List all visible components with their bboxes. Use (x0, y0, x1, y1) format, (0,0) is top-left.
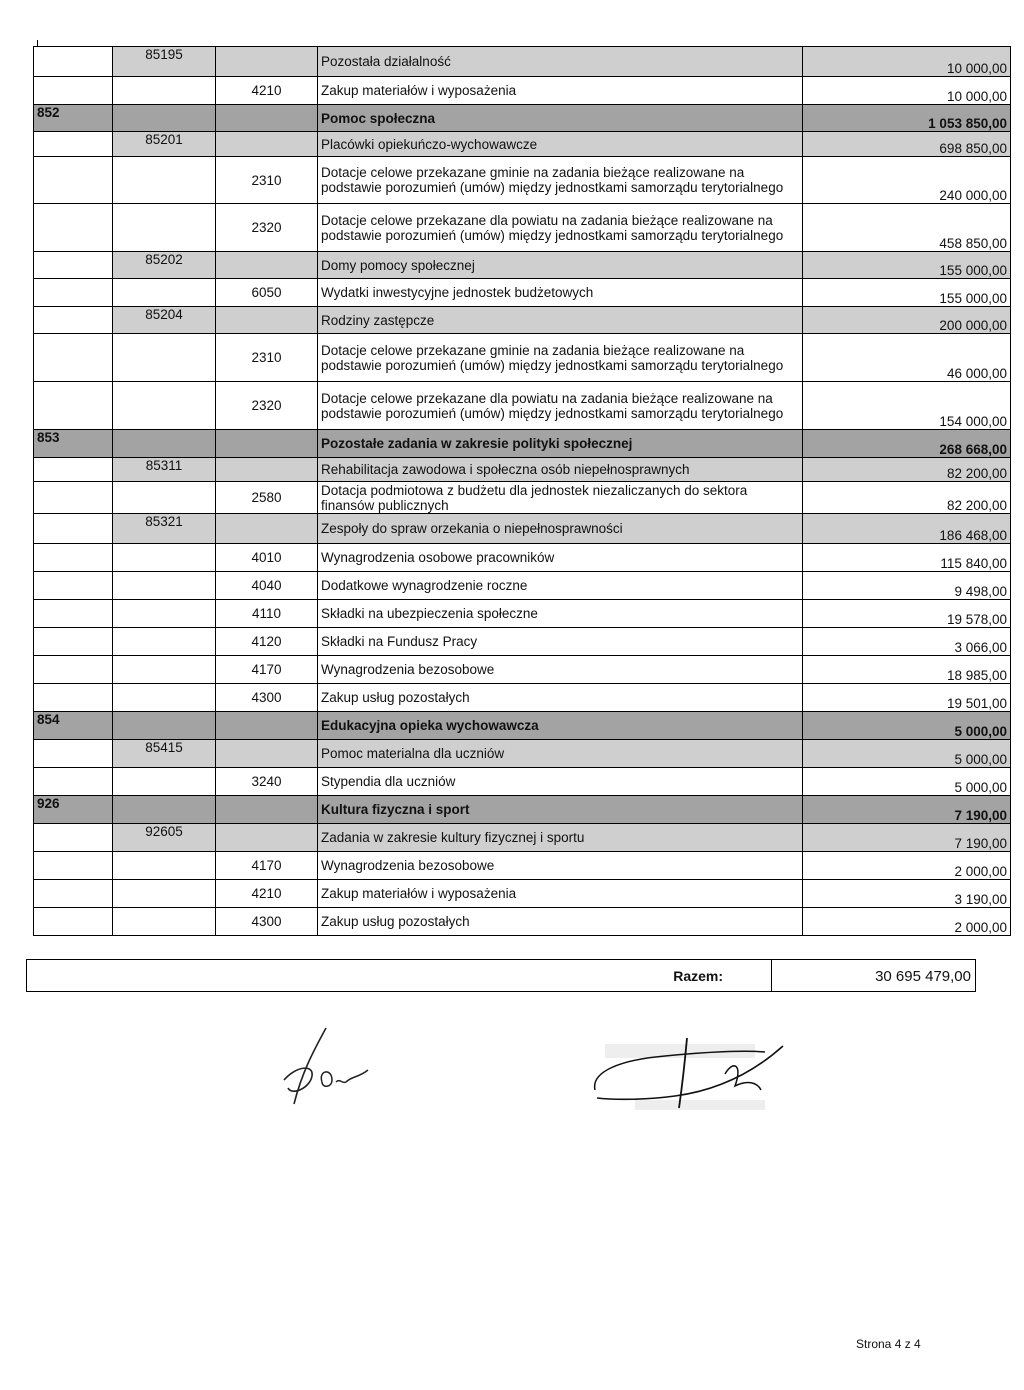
dzial-cell (34, 252, 113, 279)
name-cell: Stypendia dla uczniów (318, 768, 803, 796)
par-row (34, 157, 1011, 204)
dzial-cell (34, 740, 113, 768)
rozdzial-row (34, 458, 1011, 482)
par-row (34, 908, 1011, 936)
name-cell: Składki na ubezpieczenia społeczne (318, 600, 803, 628)
rozdzial-cell: 85202 (113, 252, 216, 279)
amount-cell: 186 468,00 (803, 514, 1011, 544)
par-row (34, 852, 1011, 880)
paragraf-cell (216, 252, 318, 279)
par-row (34, 77, 1011, 105)
dzial-cell (34, 572, 113, 600)
amount-cell: 2 000,00 (803, 852, 1011, 880)
dzial-cell (34, 132, 113, 157)
rozdzial-cell (113, 880, 216, 908)
par-row (34, 279, 1011, 307)
budget-table-body (34, 47, 1011, 936)
paragraf-cell: 4210 (216, 77, 318, 105)
rozdzial-cell: 85195 (113, 47, 216, 77)
dzial-row (34, 105, 1011, 132)
amount-cell: 5 000,00 (803, 740, 1011, 768)
amount-cell: 458 850,00 (803, 204, 1011, 252)
name-cell: Wydatki inwestycyjne jednostek budżetowych (318, 279, 803, 307)
amount-cell: 46 000,00 (803, 334, 1011, 382)
amount-cell: 200 000,00 (803, 307, 1011, 334)
paragraf-cell (216, 132, 318, 157)
name-cell: Kultura fizyczna i sport (318, 796, 803, 824)
dzial-cell (34, 157, 113, 204)
dzial-cell (34, 852, 113, 880)
name-cell: Rodziny zastępcze (318, 307, 803, 334)
par-row (34, 382, 1011, 430)
dzial-cell: 854 (34, 712, 113, 740)
rozdzial-cell (113, 852, 216, 880)
name-cell: Składki na Fundusz Pracy (318, 628, 803, 656)
paragraf-cell: 2320 (216, 382, 318, 430)
name-cell: Dotacje celowe przekazane dla powiatu na zadania bieżące realizowane na podstawie porozumień (umów) między jednostkami samorządu terytorialnego (318, 204, 803, 252)
name-cell: Zakup usług pozostałych (318, 684, 803, 712)
name-cell: Dodatkowe wynagrodzenie roczne (318, 572, 803, 600)
name-cell: Zakup materiałów i wyposażenia (318, 880, 803, 908)
amount-cell: 115 840,00 (803, 544, 1011, 572)
par-row (34, 656, 1011, 684)
paragraf-cell: 2580 (216, 482, 318, 514)
amount-cell: 698 850,00 (803, 132, 1011, 157)
rozdzial-row (34, 252, 1011, 279)
rozdzial-row (34, 740, 1011, 768)
dzial-cell (34, 334, 113, 382)
amount-cell: 155 000,00 (803, 252, 1011, 279)
summary-value: 30 695 479,00 (875, 968, 971, 985)
dzial-cell (34, 458, 113, 482)
rozdzial-cell: 85321 (113, 514, 216, 544)
amount-cell: 10 000,00 (803, 77, 1011, 105)
dzial-cell (34, 279, 113, 307)
rozdzial-cell (113, 768, 216, 796)
rozdzial-row (34, 824, 1011, 852)
rozdzial-row (34, 307, 1011, 334)
amount-cell: 5 000,00 (803, 768, 1011, 796)
paragraf-cell: 2310 (216, 334, 318, 382)
rozdzial-cell (113, 628, 216, 656)
name-cell: Edukacyjna opieka wychowawcza (318, 712, 803, 740)
amount-cell: 82 200,00 (803, 458, 1011, 482)
name-cell: Zadania w zakresie kultury fizycznej i sportu (318, 824, 803, 852)
paragraf-cell: 4120 (216, 628, 318, 656)
paragraf-cell: 4110 (216, 600, 318, 628)
name-cell: Placówki opiekuńczo-wychowawcze (318, 132, 803, 157)
rozdzial-cell (113, 796, 216, 824)
dzial-cell (34, 600, 113, 628)
name-cell: Zespoły do spraw orzekania o niepełnosprawności (318, 514, 803, 544)
par-row (34, 880, 1011, 908)
paragraf-cell (216, 514, 318, 544)
rozdzial-cell (113, 482, 216, 514)
name-cell: Pozostała działalność (318, 47, 803, 77)
dzial-cell (34, 684, 113, 712)
rozdzial-cell: 92605 (113, 824, 216, 852)
amount-cell: 18 985,00 (803, 656, 1011, 684)
name-cell: Pozostałe zadania w zakresie polityki społecznej (318, 430, 803, 458)
amount-cell: 2 000,00 (803, 908, 1011, 936)
dzial-cell: 853 (34, 430, 113, 458)
dzial-cell (34, 204, 113, 252)
rozdzial-cell (113, 77, 216, 105)
paragraf-cell (216, 430, 318, 458)
rozdzial-cell (113, 382, 216, 430)
amount-cell: 19 578,00 (803, 600, 1011, 628)
paragraf-cell: 4040 (216, 572, 318, 600)
par-row (34, 628, 1011, 656)
paragraf-cell: 2310 (216, 157, 318, 204)
amount-cell: 3 190,00 (803, 880, 1011, 908)
paragraf-cell: 4010 (216, 544, 318, 572)
signature-right-with-stamp (575, 1030, 795, 1120)
amount-cell: 7 190,00 (803, 824, 1011, 852)
amount-cell: 5 000,00 (803, 712, 1011, 740)
dzial-cell (34, 628, 113, 656)
rozdzial-cell: 85415 (113, 740, 216, 768)
paragraf-cell (216, 796, 318, 824)
amount-cell: 268 668,00 (803, 430, 1011, 458)
summary-divider (771, 960, 772, 991)
dzial-cell (34, 77, 113, 105)
par-row (34, 544, 1011, 572)
dzial-cell (34, 47, 113, 77)
amount-cell: 10 000,00 (803, 47, 1011, 77)
name-cell: Zakup usług pozostałych (318, 908, 803, 936)
paragraf-cell: 2320 (216, 204, 318, 252)
paragraf-cell (216, 105, 318, 132)
signature-left (278, 1022, 388, 1112)
name-cell: Wynagrodzenia osobowe pracowników (318, 544, 803, 572)
dzial-row (34, 712, 1011, 740)
rozdzial-cell (113, 105, 216, 132)
dzial-cell (34, 307, 113, 334)
summary-box (26, 959, 976, 992)
amount-cell: 155 000,00 (803, 279, 1011, 307)
name-cell: Domy pomocy społecznej (318, 252, 803, 279)
rozdzial-cell (113, 572, 216, 600)
paragraf-cell (216, 307, 318, 334)
dzial-cell (34, 482, 113, 514)
rozdzial-cell: 85204 (113, 307, 216, 334)
dzial-cell (34, 382, 113, 430)
paragraf-cell (216, 824, 318, 852)
dzial-cell (34, 656, 113, 684)
dzial-cell (34, 514, 113, 544)
dzial-cell: 852 (34, 105, 113, 132)
amount-cell: 1 053 850,00 (803, 105, 1011, 132)
rozdzial-cell (113, 684, 216, 712)
dzial-cell: 926 (34, 796, 113, 824)
amount-cell: 9 498,00 (803, 572, 1011, 600)
rozdzial-cell: 85311 (113, 458, 216, 482)
name-cell: Dotacja podmiotowa z budżetu dla jednostek niezaliczanych do sektora finansów publicznych (318, 482, 803, 514)
name-cell: Dotacje celowe przekazane gminie na zadania bieżące realizowane na podstawie porozumień (umów) między jednostkami samorządu terytorialnego (318, 157, 803, 204)
name-cell: Rehabilitacja zawodowa i społeczna osób niepełnosprawnych (318, 458, 803, 482)
dzial-cell (34, 880, 113, 908)
rozdzial-cell (113, 712, 216, 740)
rozdzial-cell (113, 430, 216, 458)
rozdzial-cell (113, 544, 216, 572)
par-row (34, 768, 1011, 796)
par-row (34, 600, 1011, 628)
rozdzial-row (34, 514, 1011, 544)
par-row (34, 334, 1011, 382)
dzial-cell (34, 824, 113, 852)
par-row (34, 204, 1011, 252)
amount-cell: 19 501,00 (803, 684, 1011, 712)
paragraf-cell: 4300 (216, 684, 318, 712)
name-cell: Zakup materiałów i wyposażenia (318, 77, 803, 105)
name-cell: Pomoc materialna dla uczniów (318, 740, 803, 768)
name-cell: Dotacje celowe przekazane dla powiatu na zadania bieżące realizowane na podstawie porozumień (umów) między jednostkami samorządu terytorialnego (318, 382, 803, 430)
paragraf-cell (216, 740, 318, 768)
rozdzial-cell (113, 279, 216, 307)
dzial-cell (34, 768, 113, 796)
rozdzial-cell (113, 656, 216, 684)
summary-label: Razem: (673, 968, 723, 984)
rozdzial-cell (113, 204, 216, 252)
page-number: Strona 4 z 4 (856, 1337, 921, 1351)
name-cell: Wynagrodzenia bezosobowe (318, 852, 803, 880)
amount-cell: 240 000,00 (803, 157, 1011, 204)
dzial-row (34, 796, 1011, 824)
paragraf-cell: 6050 (216, 279, 318, 307)
par-row (34, 572, 1011, 600)
rozdzial-cell (113, 908, 216, 936)
paragraf-cell: 4300 (216, 908, 318, 936)
amount-cell: 7 190,00 (803, 796, 1011, 824)
name-cell: Dotacje celowe przekazane gminie na zadania bieżące realizowane na podstawie porozumień (umów) między jednostkami samorządu terytorialnego (318, 334, 803, 382)
amount-cell: 82 200,00 (803, 482, 1011, 514)
paragraf-cell (216, 712, 318, 740)
rozdzial-row (34, 132, 1011, 157)
amount-cell: 154 000,00 (803, 382, 1011, 430)
dzial-cell (34, 908, 113, 936)
rozdzial-cell (113, 334, 216, 382)
paragraf-cell (216, 458, 318, 482)
rozdzial-cell (113, 157, 216, 204)
name-cell: Pomoc społeczna (318, 105, 803, 132)
name-cell: Wynagrodzenia bezosobowe (318, 656, 803, 684)
dzial-row (34, 430, 1011, 458)
rozdzial-cell: 85201 (113, 132, 216, 157)
paragraf-cell: 4170 (216, 852, 318, 880)
par-row (34, 482, 1011, 514)
par-row (34, 684, 1011, 712)
amount-cell: 3 066,00 (803, 628, 1011, 656)
rozdzial-row (34, 47, 1011, 77)
paragraf-cell: 3240 (216, 768, 318, 796)
paragraf-cell: 4170 (216, 656, 318, 684)
budget-table (33, 46, 1011, 936)
paragraf-cell (216, 47, 318, 77)
dzial-cell (34, 544, 113, 572)
rozdzial-cell (113, 600, 216, 628)
paragraf-cell: 4210 (216, 880, 318, 908)
